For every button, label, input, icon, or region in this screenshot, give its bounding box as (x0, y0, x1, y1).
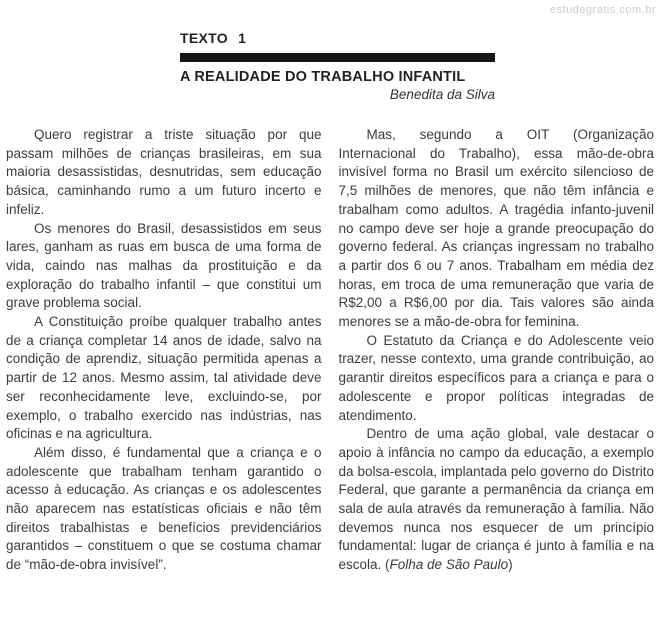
paragraph (339, 425, 655, 575)
left-column (6, 126, 322, 575)
author-byline: Benedita da Silva (389, 87, 495, 102)
document-header (180, 30, 495, 102)
paragraph: Mas, segundo a OIT (Organização Internacional do Trabalho), essa mão-de-obra invisível forma no Brasil um exército silencioso de 7,5 milhões de menores, que não têm infância e trabalham como adultos. A tragédia infanto-juvenil no campo deve ser hoje a grande preocupação do governo federal. As crianças ingressam no trabalho a partir dos 6 ou 7 anos. Trabalham em média dez horas, em troca de uma remuneração que varia de R$2,00 a R$6,00 por dia. Tais valores são ainda menores se a mão-de-obra for feminina. (338, 127, 654, 330)
two-column-text (6, 126, 654, 575)
paragraph: O Estatuto da Criança e do Adolescente veio trazer, nesse contexto, uma grande contribuição, ao garantir direitos específicos para a criança e para o adolescente e propor políticas integradas de atendimento. (338, 332, 654, 423)
source-citation: Folha de São Paulo (389, 557, 509, 573)
right-column (339, 126, 655, 575)
paragraph: Além disso, é fundamental que a criança e o adolescente que trabalham tenham garantido o acesso à educação. As crianças e os adolescentes não aparecem nas estatísticas oficiais e não têm direitos trabalhistas e benefícios previdenciários garantidos – constituem o que se costuma chamar de “mão-de-obra invisível”. (6, 444, 322, 573)
paragraph: Os menores do Brasil, desassistidos em seus lares, ganham as ruas em busca de uma forma de vida, caindo nas malhas da prostituição e da exploração do trabalho infantil – que constitui um grave problema social. (6, 220, 322, 311)
page-title: A REALIDADE DO TRABALHO INFANTIL (180, 69, 466, 85)
paragraph: Quero registrar a triste situação por que passam milhões de crianças brasileiras, em sua maioria desassistidas, desnutridas, sem educação básica, caminhando rumo a um futuro incerto e infeliz. (6, 127, 322, 217)
site-watermark: estudegratis.com.br (549, 4, 656, 16)
paragraph-suffix: ) (508, 557, 513, 573)
divider-bar (180, 53, 495, 62)
paragraph-text: Dentro de uma ação global, vale destacar o apoio à infância no campo da educação, a exemplo da bolsa-escola, implantada pelo governo do Distrito Federal, que garante a permanência da criança em sala de aula através da remuneração à família. Não devemos nunca nos esquecer de um princípio fundamental: lugar de criança é junto à família e na escola. ( (338, 426, 654, 573)
text-number-label: TEXTO 1 (180, 30, 247, 46)
paragraph: A Constituição proíbe qualquer trabalho antes de a criança completar 14 anos de idade, salvo na condição de aprendiz, situação permitida apenas a partir de 12 anos. Mesmo assim, tal atividade deve ser reconhecidamente leve, excluindo-se, por exemplo, o trabalho exercido nas indústrias, nas oficinas e na agricultura. (6, 314, 322, 442)
